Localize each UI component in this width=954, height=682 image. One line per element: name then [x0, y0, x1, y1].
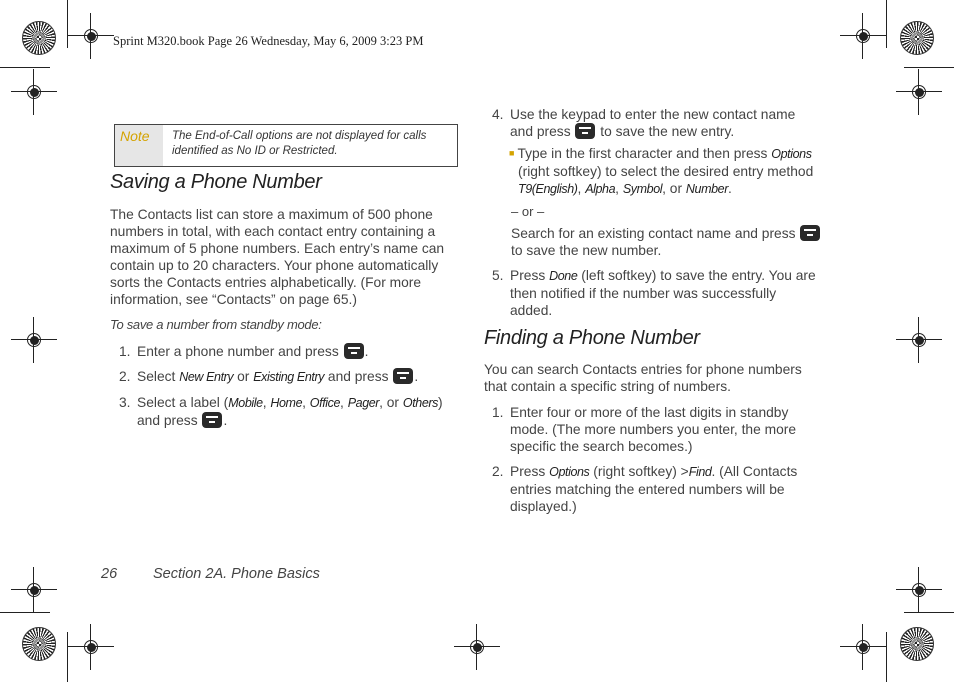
or-separator: – or – [511, 204, 545, 219]
registration-star-top-right [900, 21, 934, 55]
crop-line [886, 632, 887, 682]
registration-mark [78, 634, 104, 660]
procedure-intro: To save a number from standby mode: [110, 317, 322, 332]
registration-mark [21, 79, 47, 105]
crop-line [886, 0, 887, 48]
registration-mark [21, 577, 47, 603]
note-box [114, 124, 458, 167]
menu-ok-key-icon [393, 368, 413, 384]
registration-star-bottom-left [22, 627, 56, 661]
crop-line [67, 0, 68, 48]
crop-line [0, 67, 50, 68]
menu-ok-key-icon [575, 123, 595, 139]
registration-mark [906, 79, 932, 105]
note-text: The End-of-Call options are not displayed for calls identified as No ID or Restricted. [172, 130, 427, 157]
menu-ok-key-icon [344, 343, 364, 359]
saving-paragraph: The Contacts list can store a maximum of 500 phone numbers in total, with each contact entry containing a maximum of 5 phone numbers. Each entry’s name can contain up to 20 characters. Your phone automatically sorts the Contacts entries alphabetically. (For more information, see “Contacts” on page 65.) [110, 207, 445, 307]
finding-paragraph: You can search Contacts entries for phone numbers that contain a specific string of numbers. [484, 362, 802, 394]
search-existing-text: Search for an existing contact name and press to save the new number. [511, 225, 851, 259]
entry-method-bullet: ■ Type in the first character and then press Options (right softkey) to select the desired entry method T9(English), Alpha, Symbol, or Number. [509, 146, 814, 196]
registration-mark [850, 23, 876, 49]
section-title-saving: Saving a Phone Number [110, 171, 322, 193]
section-title-finding: Finding a Phone Number [484, 327, 700, 349]
crop-line [904, 67, 954, 68]
registration-mark [78, 23, 104, 49]
bullet-square-icon: ■ [509, 148, 515, 158]
registration-mark [906, 327, 932, 353]
crop-line [67, 632, 68, 682]
note-label: Note [115, 125, 163, 166]
registration-star-bottom-right [900, 627, 934, 661]
registration-mark [464, 634, 490, 660]
registration-mark [906, 577, 932, 603]
crop-line [904, 612, 954, 613]
registration-mark [850, 634, 876, 660]
crop-line [0, 612, 50, 613]
registration-mark [21, 327, 47, 353]
registration-star-top-left [22, 21, 56, 55]
print-header: Sprint M320.book Page 26 Wednesday, May 6, 2009 3:23 PM [113, 34, 424, 48]
menu-ok-key-icon [800, 225, 820, 241]
page-number: 26 [101, 566, 118, 582]
menu-ok-key-icon [202, 412, 222, 428]
section-footer: Section 2A. Phone Basics [153, 566, 320, 582]
